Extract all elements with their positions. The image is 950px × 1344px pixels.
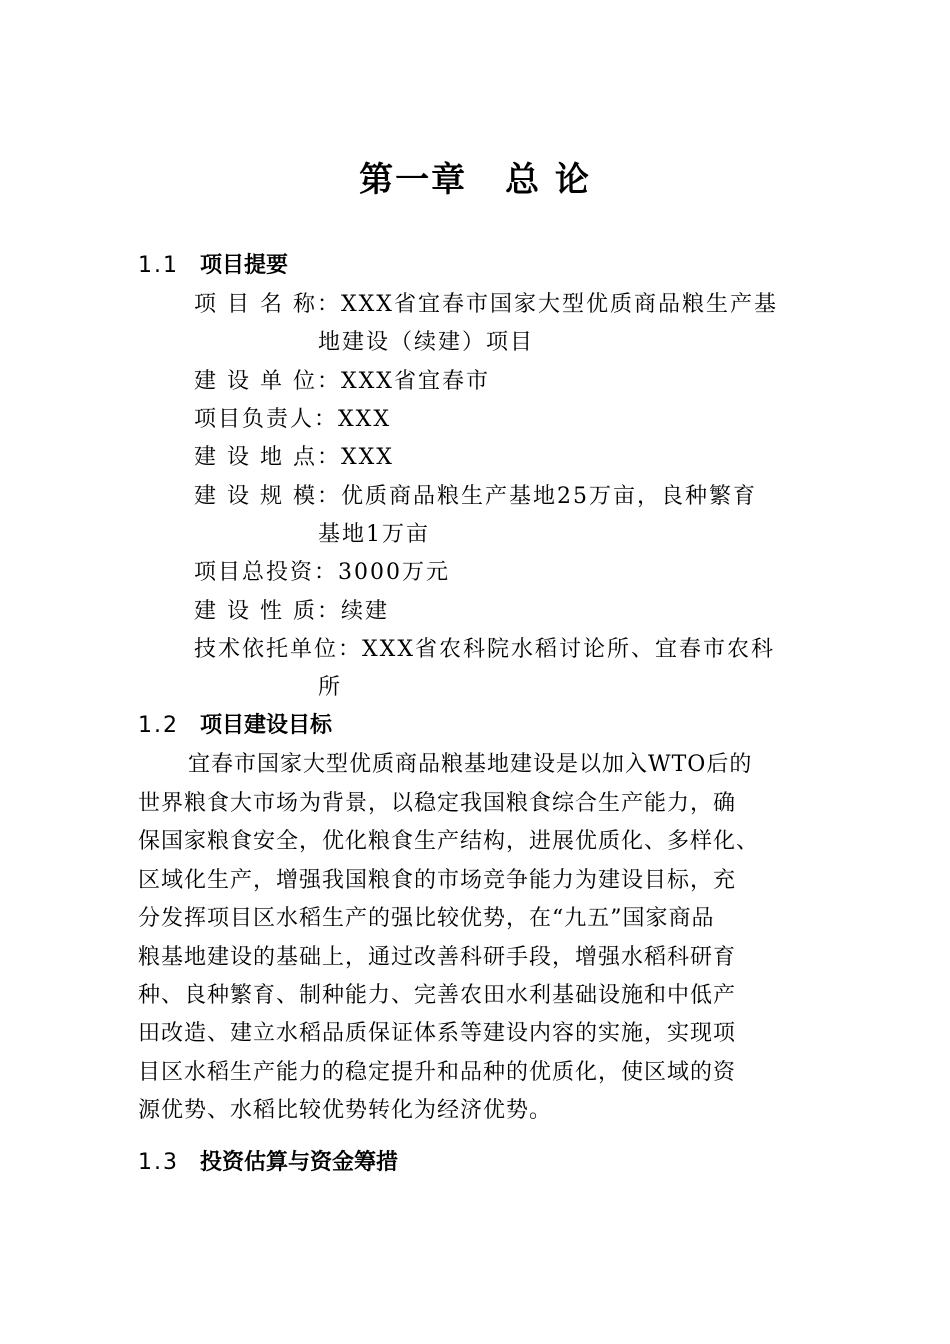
- construction-scale-continuation: 基地1万亩: [318, 522, 430, 547]
- construction-scale-row: [194, 479, 757, 510]
- field-value: 优质商品粮生产基地25万亩，良种繁育: [340, 484, 757, 509]
- construction-nature-row: [194, 594, 389, 625]
- construction-location-row: [194, 440, 394, 471]
- field-value: 续建: [340, 599, 389, 624]
- field-value: XXX省农科院水稻讨论所、宜春市农科: [362, 637, 776, 662]
- paragraph-line: 种、良种繁育、制种能力、完善农田水利基础设施和中低产: [138, 983, 737, 1008]
- technical-support-row: [194, 632, 775, 663]
- section-heading-1-1: [138, 248, 288, 279]
- field-label: 项目负责人：: [194, 407, 339, 432]
- section-number: 1.1: [138, 253, 179, 278]
- section-number: 1.3: [138, 1150, 179, 1175]
- paragraph-line: 宜春市国家大型优质商品粮基地建设是以加入WTO后的: [188, 752, 753, 777]
- field-label: 建 设 单 位：: [194, 369, 341, 394]
- section-heading-1-3: [138, 1145, 398, 1176]
- section-title: 项目建设目标: [200, 713, 333, 738]
- field-label: 技术依托单位：: [194, 637, 363, 662]
- paragraph-line: 田改造、建立水稻品质保证体系等建设内容的实施，实现项: [138, 1021, 737, 1046]
- field-value: XXX省宜春市: [340, 369, 490, 394]
- project-manager-row: [194, 402, 391, 433]
- section-title: 投资估算与资金筹措: [200, 1150, 399, 1175]
- construction-unit-row: [194, 364, 490, 395]
- field-label: 项 目 名 称：: [194, 292, 341, 317]
- field-label: 建 设 地 点：: [194, 445, 341, 470]
- paragraph-line: 目区水稻生产能力的稳定提升和品种的优质化，使区域的资: [138, 1060, 737, 1085]
- field-value: 3000万元: [338, 560, 451, 585]
- paragraph-line: 粮基地建设的基础上，通过改善科研手段，增强水稻科研育: [138, 945, 737, 970]
- paragraph-line: 分发挥项目区水稻生产的强比较优势，在“九五”国家商品: [138, 906, 715, 931]
- field-label: 项目总投资：: [194, 560, 339, 585]
- section-title: 项目提要: [200, 253, 289, 278]
- field-label: 建 设 性 质：: [194, 599, 341, 624]
- field-value: XXX: [340, 445, 394, 470]
- section-number: 1.2: [138, 713, 179, 738]
- total-investment-row: [194, 555, 450, 586]
- technical-support-continuation: 所: [318, 675, 343, 700]
- paragraph-line: 保国家粮食安全，优化粮食生产结构，进展优质化、多样化、: [138, 829, 760, 854]
- field-label: 建 设 规 模：: [194, 484, 341, 509]
- paragraph-line: 源优势、水稻比较优势转化为经济优势。: [138, 1098, 553, 1123]
- chapter-number: 第一章: [359, 160, 468, 200]
- chapter-title: [0, 152, 950, 201]
- chapter-name: 总 论: [505, 160, 591, 200]
- paragraph-line: 区域化生产，增强我国粮食的市场竞争能力为建设目标，充: [138, 868, 737, 893]
- field-value: XXX: [338, 407, 392, 432]
- project-name-row: [194, 287, 778, 318]
- paragraph-line: 世界粮食大市场为背景，以稳定我国粮食综合生产能力，确: [138, 791, 737, 816]
- field-value: XXX省宜春市国家大型优质商品粮生产基: [340, 292, 778, 317]
- section-heading-1-2: [138, 708, 332, 739]
- project-name-continuation: 地建设（续建）项目: [318, 330, 535, 355]
